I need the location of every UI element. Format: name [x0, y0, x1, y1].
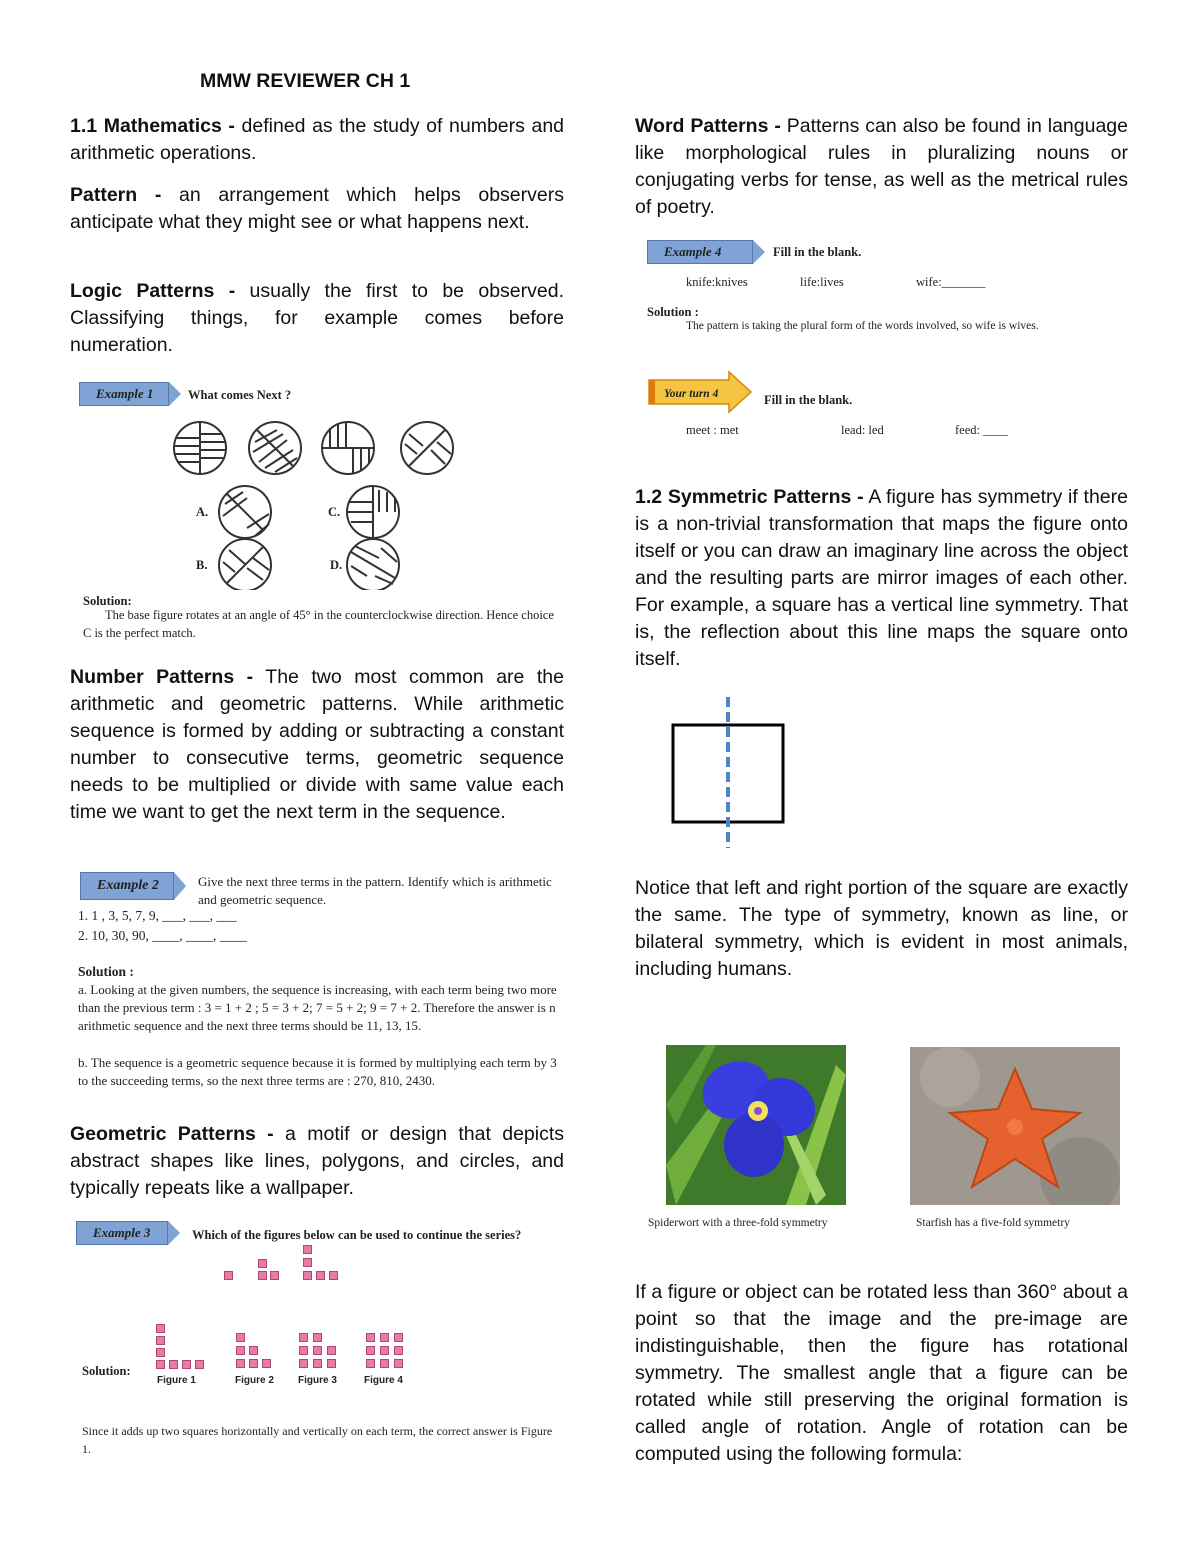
figure-3-label: Figure 3: [298, 1375, 337, 1386]
pattern-def: an arrangement which helps observers anticipate what they might see or what happens next.: [70, 184, 564, 233]
example2-solution-a: a. Looking at the given numbers, the sequence is increasing, with each term being two more than the previous term : 3 = 1 + 2 ; 5 = 3 + 2; 7 = 5 + 2; 9 = 7 + 2. Therefore the answer is n arithmetic sequence and the next three terms should be 11, 13, 15.: [78, 982, 557, 1033]
tag-arrow-icon: [168, 1221, 180, 1245]
series-square: [303, 1245, 312, 1254]
geometric-def: a motif or design that depicts abstract shapes like lines, polygons, and circles, and typically repeats like a wallpaper.: [70, 1123, 565, 1199]
spiderwort-caption: Spiderwort with a three-fold symmetry: [648, 1217, 828, 1229]
math-def: defined as the study of numbers and arithmetic operations.: [70, 115, 565, 164]
geometric-paragraph: [70, 1121, 564, 1202]
example1-question: What comes Next ?: [188, 388, 292, 402]
yourturn-item-1: meet : met: [686, 423, 739, 437]
pattern-term: Pattern -: [70, 184, 162, 206]
symmetric-term: 1.2 Symmetric Patterns -: [635, 486, 864, 508]
figure-4-label: Figure 4: [364, 1375, 403, 1386]
series-square: [258, 1259, 267, 1268]
series-square: [316, 1271, 325, 1280]
word-paragraph: [635, 113, 1128, 221]
choice-c-circle: [347, 486, 399, 538]
geometric-term: Geometric Patterns -: [70, 1123, 274, 1145]
sequence-circle-3: [322, 422, 374, 474]
series-square: [329, 1271, 338, 1280]
example2-question: Give the next three terms in the pattern. Identify which is arithmetic and geometric sequence.: [198, 874, 552, 907]
example1-figures: [165, 420, 465, 590]
number-term: Number Patterns -: [70, 666, 254, 688]
example2-tag-label: Example 2: [80, 872, 174, 900]
pattern-paragraph: [70, 182, 564, 236]
symmetric-def: A figure has symmetry if there is a non-trivial transformation that maps the figure onto itself or you can draw an imaginary line across the object and the resulting parts are mirror images of each other. For example, a square has a vertical line symmetry. That is, the reflection about this line maps the square onto itself.: [635, 486, 1128, 670]
choice-d-circle: [347, 539, 399, 590]
choice-b-label: B.: [196, 558, 208, 572]
sequence-circle-4: [401, 422, 453, 474]
starfish-caption: Starfish has a five-fold symmetry: [916, 1217, 1070, 1229]
example2-solution-b: b. The sequence is a geometric sequence because it is formed by multiplying each term by 3 to the succeeding terms, so the next three terms are : 270, 810, 2430.: [78, 1055, 557, 1088]
figure-1-label: Figure 1: [157, 1375, 196, 1386]
example2-solution-label: Solution :: [78, 964, 134, 979]
rotation-paragraph: If a figure or object can be rotated less than 360° about a point so that the image and the pre-image are indistinguishable, then the figure has rotational symmetry. The smallest angle that a figure can be rotated while still preserving the original formation is called angle of rotation. Angle of rotation can be computed using the following formula:: [635, 1281, 1128, 1465]
figure-2-label: Figure 2: [235, 1375, 274, 1386]
example4-item-2: life:lives: [800, 275, 844, 289]
choice-c-label: C.: [328, 505, 341, 519]
yourturn-question: Fill in the blank.: [764, 393, 853, 407]
series-square: [224, 1271, 233, 1280]
sequence-circle-2: [249, 422, 301, 474]
example3-tag-label: Example 3: [76, 1221, 168, 1245]
series-square: [258, 1271, 267, 1280]
choice-d-label: D.: [330, 558, 343, 572]
tag-arrow-icon: [169, 382, 181, 406]
example3-note: Since it adds up two squares horizontally and vertically on each term, the correct answer is Figure 1.: [82, 1424, 553, 1456]
number-def: The two most common are the arithmetic and geometric patterns. While arithmetic sequence is formed by adding or subtracting a constant number to consecutive terms, geometric sequence needs to be multiplied or divide with same value each time we want to get the next term in the sequence.: [70, 666, 564, 823]
yourturn-tag-label: Your turn 4: [664, 388, 719, 400]
example4-solution-label: Solution :: [647, 305, 699, 319]
number-paragraph: [70, 664, 564, 826]
yourturn-item-2: lead: led: [841, 423, 884, 437]
example4-tag-label: Example 4: [647, 240, 753, 264]
word-term: Word Patterns -: [635, 115, 781, 137]
choice-b-circle: [219, 539, 271, 590]
example2-item-1: 1. 1 , 3, 5, 7, 9, ___, ___, ___: [78, 908, 237, 923]
choice-a-circle: [219, 486, 271, 538]
example4-solution-text: The pattern is taking the plural form of the words involved, so wife is wives.: [686, 320, 1039, 332]
series-square: [303, 1258, 312, 1267]
example4-item-1: knife:knives: [686, 275, 748, 289]
word-def: Patterns can also be found in language like morphological rules in pluralizing nouns or conjugating verbs for tense, as well as the metrical rules of poetry.: [635, 115, 1128, 218]
example4-item-3: wife:_______: [916, 275, 986, 289]
math-term: 1.1 Mathematics -: [70, 115, 235, 137]
sequence-circle-1: [174, 422, 226, 474]
math-paragraph: [70, 113, 564, 167]
example3-solution-label: Solution:: [82, 1364, 131, 1378]
example1-solution-text: The base figure rotates at an angle of 45° in the counterclockwise direction. Hence choice C is the perfect match.: [83, 608, 554, 640]
yourturn-item-3: feed: ____: [955, 423, 1009, 437]
logic-paragraph: [70, 278, 564, 359]
page-title: MMW REVIEWER CH 1: [200, 70, 411, 92]
notice-paragraph: Notice that left and right portion of the square are exactly the same. The type of symmetry, known as line, or bilateral symmetry, which is evident in most animals, including humans.: [635, 877, 1128, 980]
symmetric-paragraph: [635, 484, 1128, 673]
example3-question: Which of the figures below can be used to continue the series?: [192, 1228, 522, 1242]
example4-question: Fill in the blank.: [773, 245, 862, 259]
series-square: [303, 1271, 312, 1280]
logic-def: usually the first to be observed. Classifying things, for example comes before numeration.: [70, 280, 564, 356]
tag-arrow-icon: [753, 240, 765, 264]
example2-item-2: 2. 10, 30, 90, ____, ____, ____: [78, 928, 247, 943]
example1-solution-label: Solution:: [83, 594, 132, 608]
logic-term: Logic Patterns -: [70, 280, 236, 302]
spiderwort-image: [666, 1045, 846, 1205]
tag-arrow-icon: [174, 872, 186, 900]
series-square: [270, 1271, 279, 1280]
choice-a-label: A.: [196, 505, 209, 519]
example1-tag-label: Example 1: [79, 382, 169, 406]
starfish-image: [910, 1047, 1120, 1205]
square-symmetry-diagram: [665, 695, 795, 850]
